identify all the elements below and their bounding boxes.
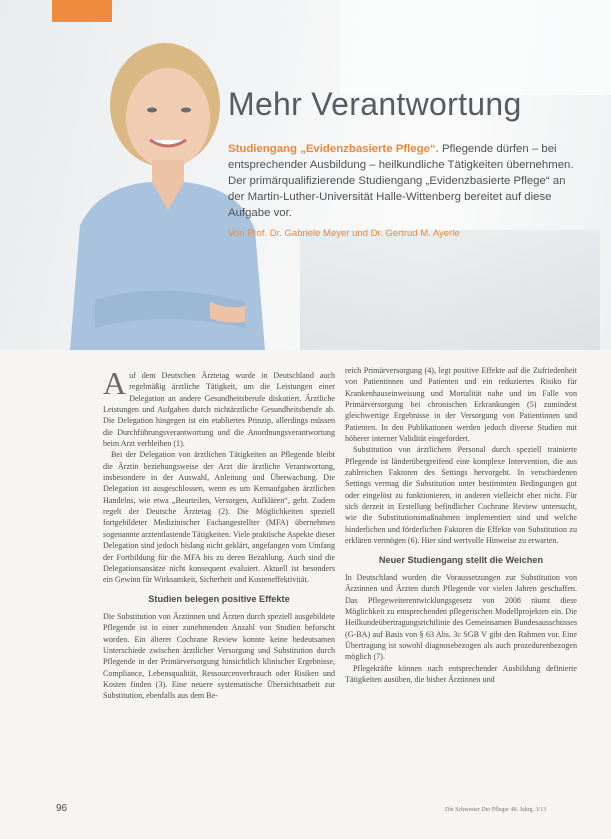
journal-footer: Die Schwester Der Pfleger 48. Jahrg. 3/13 bbox=[445, 807, 547, 813]
section-heading: Neuer Studiengang stellt die Weichen bbox=[378, 554, 544, 565]
lead-text: Pflegende dürfen – bei entsprechender Ausbildung – heilkundliche Tätigkeiten übernehmen. Der primärqualifizierende Studiengang „Evidenzbasierte Pflege“ an der Martin-Luther-Universität Halle-Wittenberg bereitet auf diese Aufgabe vor. bbox=[228, 143, 574, 219]
page-number: 96 bbox=[56, 803, 68, 814]
text-column-left bbox=[103, 365, 335, 702]
drop-cap: A bbox=[103, 365, 127, 401]
body-paragraph: In Deutschland wurden die Voraussetzungen zur Substitution von Ärztinnen und Ärzten durch Pflegende vor vielen Jahren geschaffen. Das Pflegeweiterentwicklungsgesetz von 2008 räumt diese Möglichkeit zu entsprechenden pflegerischen Modellprojekten ein. Die Heilkundeübertragungsrichtlinie des Gemeinsamen Bundesausschusses (G-BA) auf Basis von § 63 Abs. 3c SGB V gibt den Rahmen vor. Eine Übertragung ist sowohl diagnosebezogen als auch prozedurenbezogen möglich (7). bbox=[345, 572, 577, 662]
background-shelf bbox=[300, 230, 600, 350]
intro-paragraph: Auf dem Deutschen Ärztetag wurde in Deutschland auch regelmäßig ärztliche Tätigkeit, um die Leistungen einer Delegation an andere Gesundheitsberufe diskutiert. Ärztliche Leistungen und Aufgaben durch nichtärztliche Gesundheitsberufe ab. Die Delegation hingegen ist ein etabliertes Prinzip, allerdings müssen die Durchführungsverantwortung und die Anordnungsverantwortung beim Arzt verbleiben (1). bbox=[103, 365, 335, 449]
section-heading: Studien belegen positive Effekte bbox=[148, 593, 290, 604]
body-paragraph: Pflegekräfte können nach entsprechender Ausbildung definierte Tätigkeiten ausüben, die bisher Ärztinnen und bbox=[345, 663, 577, 684]
body-paragraph: Die Substitution von Ärztinnen und Ärzten durch speziell ausgebildete Pflegende ist in einer zunehmenden Anzahl von Studien beforscht worden. Ein älterer Cochrane Review konnte keine bedeutsamen Unterschiede zwischen ärztlicher Versorgung und Substitution durch Pflegende in der Primärversorgung hinsichtlich klinischer Ergebnisse, Compliance, Lebensqualität, Ressourcenverbrauch oder Risiken und Kosten finden (3). Eine neuere systematische Übersichtsarbeit zur Substitution, ebenfalls aus dem Be- bbox=[103, 611, 335, 701]
body-paragraph: Substitution von ärztlichem Personal durch speziell trainierte Pflegende ist länderübergreifend eine komplexe Intervention, die aus zahlreichen Faktoren des Settings hervorgeht. In verschiedenen Settings vermag die Substitution unter bestimmten Bedingungen gut oder eingelöst zu funktionieren, in anderen vielleicht eher nicht. Für sich derzeit in Erstellung befindlicher Cochrane Review untersucht, wie die Substitutionsmaßnahmen implementiert sind und welche hinderlichen und förderlichen Faktoren die Effekte von Substitution zu erklären vermögen (6). Hier sind wertvolle Hinweise zu erwarten. bbox=[345, 445, 577, 546]
background-window bbox=[340, 0, 611, 95]
lead-paragraph bbox=[228, 141, 576, 221]
lead-highlight: Studiengang „Evidenzbasierte Pflege“. bbox=[228, 143, 439, 155]
body-paragraph: reich Primärversorgung (4), legt positive Effekte auf die Zufriedenheit von Patientinnen und Patienten und ein reduziertes Risiko für Krankenhauseinweisung und Mortalität nahe und im Falle von Primärversorgung bei chronischen Erkrankungen (5) zumindest gleichwertige Ergebnisse in der Versorgung von Patientinnen und Patienten. In den Publikationen werden jedoch diverse Studien mit höherer interner Validität eingefordert. bbox=[345, 366, 577, 444]
author-line: Von Prof. Dr. Gabriele Meyer und Dr. Gertrud M. Ayerle bbox=[228, 228, 460, 239]
body-paragraph: Bei der Delegation von ärztlichen Tätigkeiten an Pflegende bleibt die Ärztin beziehungsweise der Arzt die ärztliche Verantwortung, insbesondere in der Auswahl, Anleitung und Überwachung. Die Delegation ist ausgeschlossen, wenn es um Kernaufgaben ärztlichen Handelns, wie etwa „Beurteilen, Versorgen, Aufklären“, geht. Zudem regelt der Deutsche Ärztetag (2). Die Möglichkeiten speziell fortgebildeter Medizinischer Fachangestellter (MFA) übernehmen sogenannte arztentlastende Tätigkeiten. Viele praktische Aspekte dieser Delegation sind jedoch bislang nicht geklärt, angefangen vom Umfang der Fortbildung für die MFA bis zu deren Bezahlung. Auch sind die Delegationsansätze nicht konsequent evaluiert. Aktuell ist besonders ein Gewinn für Wirksamkeit, Sicherheit und Kosteneffektivität. bbox=[103, 450, 335, 585]
text-column-right bbox=[345, 365, 577, 685]
article-title: Mehr Verantwortung bbox=[228, 86, 522, 122]
